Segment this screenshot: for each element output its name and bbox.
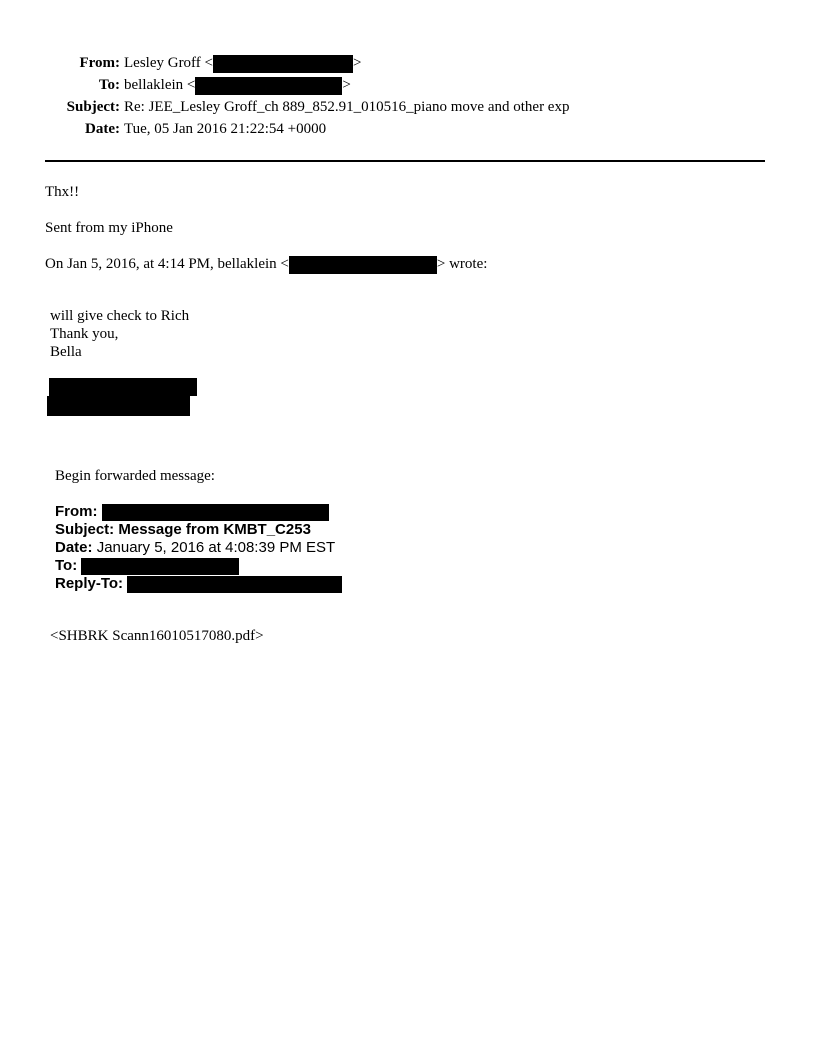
fwd-subject-row [55,521,311,539]
fwd-subject-value: Message from KMBT_C253 [118,521,311,538]
quoted-line-2: Thank you, [50,326,119,342]
redacted-quote-email [289,256,437,274]
header-divider [45,160,765,162]
redacted-signature-block-2 [47,396,190,416]
fwd-subject-label: Subject: [55,521,115,538]
forward-intro: Begin forwarded message: [55,468,215,484]
from-close-bracket: > [353,55,362,71]
quoted-line-3: Bella [50,344,82,360]
attachment-name: <SHBRK Scann16010517080.pdf> [50,628,264,644]
date-value: Tue, 05 Jan 2016 21:22:54 +0000 [124,121,327,137]
redacted-signature-block [49,378,197,396]
fwd-to-label: To: [55,557,78,574]
to-label: To: [98,77,120,93]
fwd-date-label: Date: [55,539,93,556]
from-name: Lesley Groff < [124,55,213,71]
redacted-to-email [195,77,342,95]
fwd-to-row [55,557,239,575]
subject-label: Subject: [66,99,120,115]
to-close-bracket: > [342,77,351,93]
subject-value: Re: JEE_Lesley Groff_ch 889_852.91_010516_piano move and other exp [124,99,570,115]
quote-intro: On Jan 5, 2016, at 4:14 PM, bellaklein < > wrote: [45,256,488,272]
redacted-fwd-replyto [127,576,342,593]
signature-iphone: Sent from my iPhone [45,220,173,236]
redacted-fwd-from [102,504,329,521]
redacted-fwd-to [81,558,239,575]
to-name: bellaklein < [124,77,196,93]
fwd-replyto-row [55,575,342,593]
fwd-from-row [55,503,329,521]
fwd-from-label: From: [55,503,98,520]
quoted-line-1: will give check to Rich [50,308,190,324]
redacted-from-email [213,55,353,73]
fwd-date-row [55,539,335,557]
from-label: From: [79,55,120,71]
fwd-date-value: January 5, 2016 at 4:08:39 PM EST [96,539,336,556]
reply-text: Thx!! [45,184,80,200]
fwd-replyto-label: Reply-To: [55,575,124,592]
date-label: Date: [85,121,120,137]
